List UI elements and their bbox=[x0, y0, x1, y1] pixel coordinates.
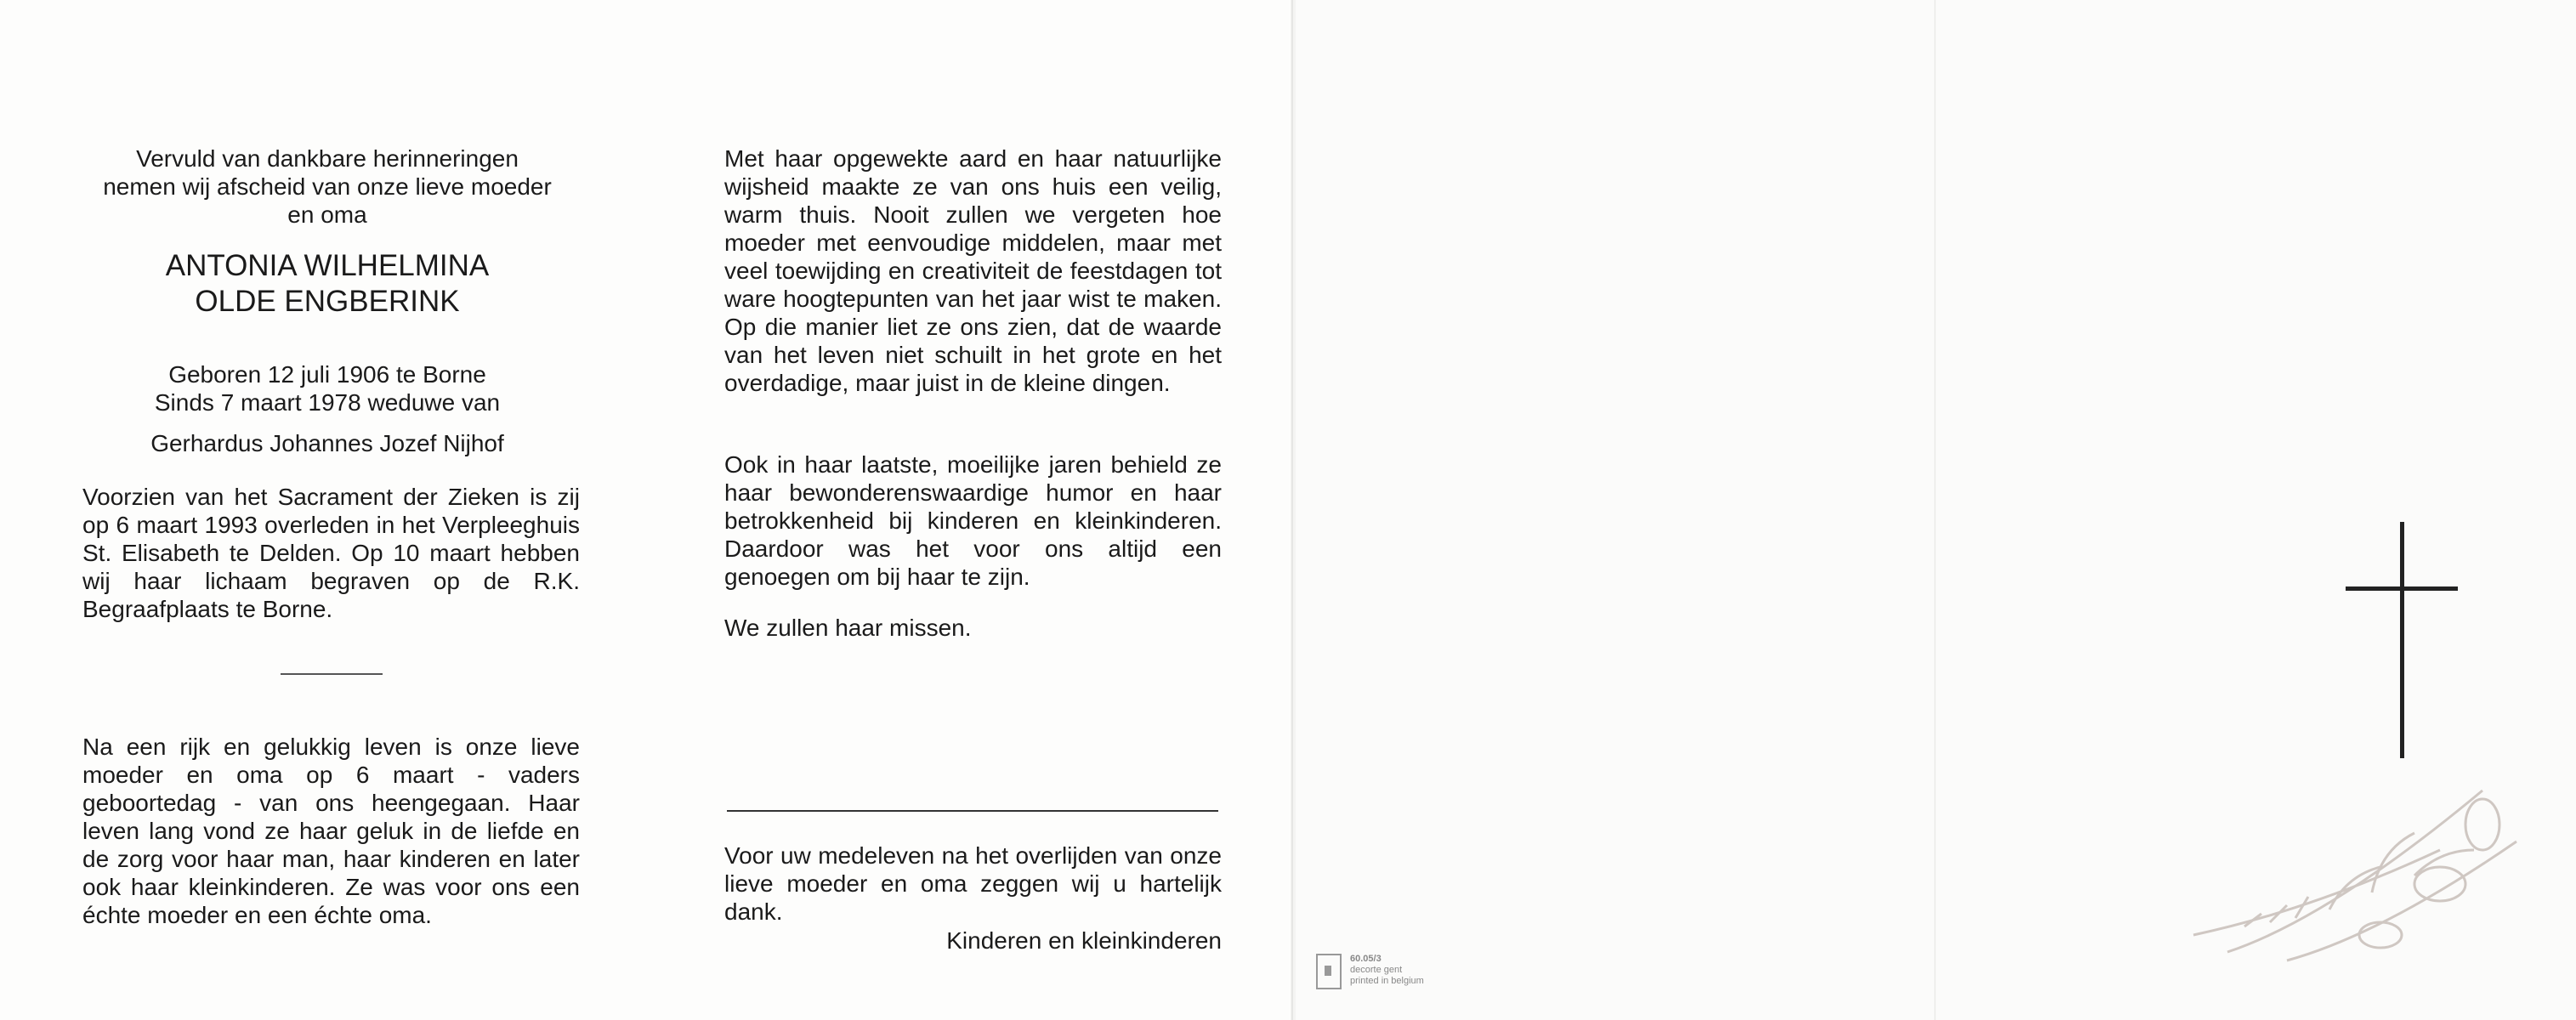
closing-line: We zullen haar missen. bbox=[724, 615, 972, 641]
intro-line: en oma bbox=[287, 201, 367, 228]
printer-name: decorte gent bbox=[1350, 965, 1403, 975]
cross-icon-bar bbox=[2346, 586, 2458, 591]
husband-name: Gerhardus Johannes Jozef Nijhof bbox=[150, 430, 504, 456]
divider bbox=[281, 673, 383, 675]
first-names: ANTONIA WILHELMINA bbox=[165, 249, 490, 282]
card-fold bbox=[1291, 0, 1293, 1020]
back-fold bbox=[1934, 0, 1936, 1020]
later-years-paragraph: Ook in haar laatste, moeilijke jaren behield ze haar bewonderenswaardige humor en haar betrokkenheid bij kinderen en kleinkinderen. Daardoor was het voor ons altijd een genoegen om bij haar te zijn. bbox=[724, 451, 1222, 590]
printer-mark bbox=[1316, 954, 1424, 989]
birth-info bbox=[68, 360, 587, 416]
surname: OLDE ENGBERINK bbox=[195, 285, 460, 318]
signature: Kinderen en kleinkinderen bbox=[946, 927, 1222, 954]
deceased-name bbox=[68, 248, 587, 320]
cross-icon bbox=[2400, 522, 2404, 758]
widow-line: Sinds 7 maart 1978 weduwe van bbox=[154, 389, 501, 416]
death-paragraph: Voorzien van het Sacrament der Zieken is zij op 6 maart 1993 overleden in het Verpleeghuis St. Elisabeth te Delden. Op 10 maart hebben wij haar lichaam begraven op de R.K. Begraafplaats te Borne. bbox=[82, 484, 580, 622]
life-paragraph: Na een rijk en gelukkig leven is onze lieve moeder en oma op 6 maart - vaders geboortedag - van ons heengegaan. Haar leven lang vond ze haar geluk in de liefde en de zorg voor haar man, haar kinderen en later ook haar kleinkinderen. Ze was voor ons een échte moeder en een échte oma. bbox=[82, 734, 580, 928]
birth-line: Geboren 12 juli 1906 te Borne bbox=[168, 361, 486, 388]
intro-line: nemen wij afscheid van onze lieve moeder bbox=[103, 173, 552, 200]
intro-line: Vervuld van dankbare herinneringen bbox=[136, 145, 519, 172]
printer-origin: printed in belgium bbox=[1350, 976, 1424, 986]
divider bbox=[727, 810, 1218, 812]
intro-text bbox=[68, 144, 587, 229]
thanks-paragraph: Voor uw medeleven na het overlijden van onze lieve moeder en oma zeggen wij u hartelijk dank. bbox=[724, 842, 1222, 925]
printer-code: 60.05/3 bbox=[1350, 954, 1382, 964]
character-paragraph: Met haar opgewekte aard en haar natuurlijke wijsheid maakte ze van ons huis een veilig, warm thuis. Nooit zullen we vergeten hoe moeder met eenvoudige middelen, maar met veel toewijding en creativiteit de feestdagen tot ware hoogtepunten van het jaar wist te maken. Op die manier liet ze ons zien, dat de waarde van het leven niet schuilt in het grote en het overdadige, maar juist in de kleine dingen. bbox=[724, 145, 1222, 396]
printer-logo-icon bbox=[1316, 954, 1342, 989]
floral-ornament-icon bbox=[2159, 740, 2542, 986]
